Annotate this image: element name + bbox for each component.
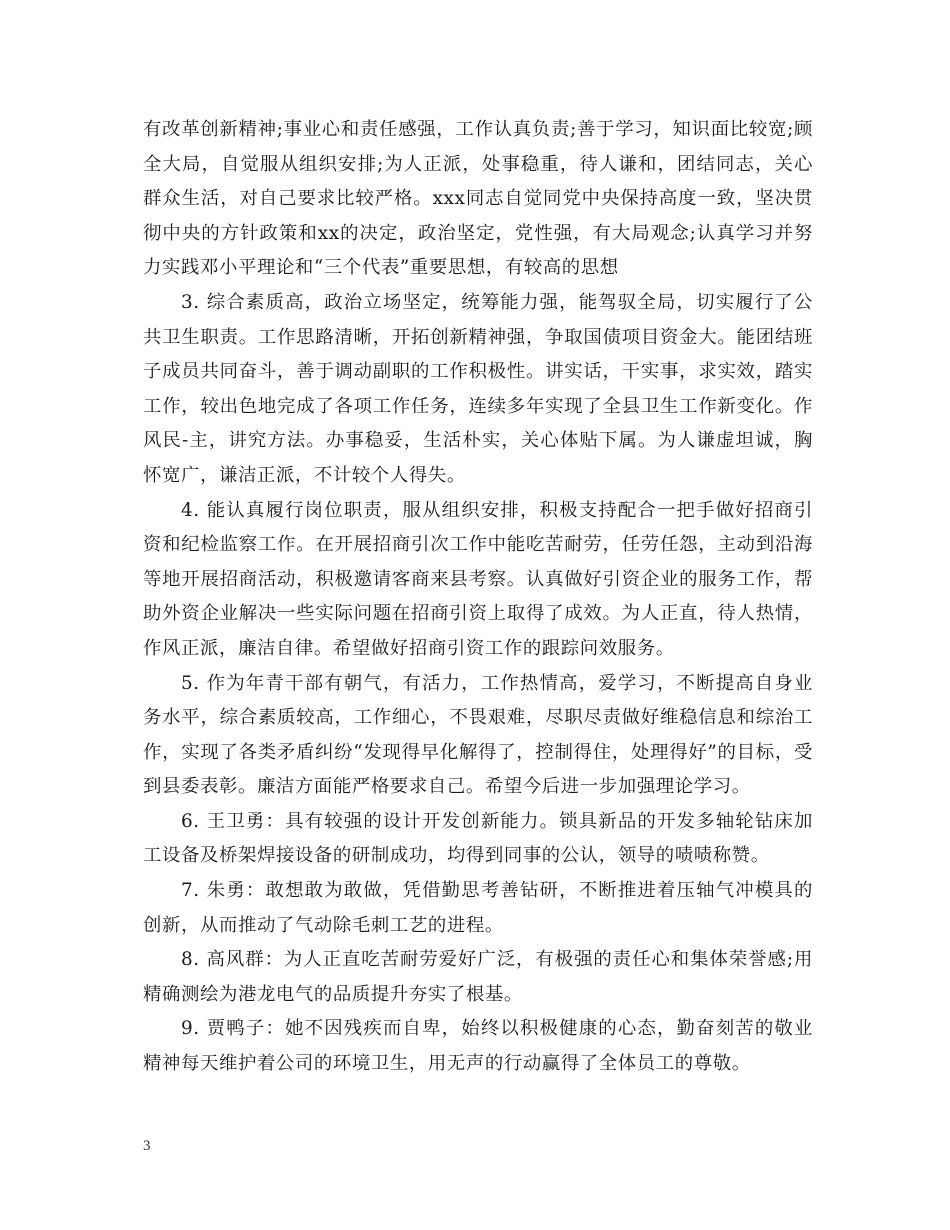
paragraph-item-8: 8. 高风群：为人正直吃苦耐劳爱好广泛，有极强的责任心和集体荣誉感;用精确测绘为港龙电气的品质提升夯实了根基。 xyxy=(143,949,813,1005)
paragraph-item-6: 6. 王卫勇：具有较强的设计开发创新能力。锁具新品的开发多轴轮钻床加工设备及桥架焊接设备的研制成功，均得到同事的公认，领导的啧啧称赞。 xyxy=(143,810,813,867)
page-number: 3 xyxy=(143,1138,151,1154)
paragraph-item-7: 7. 朱勇：敢想敢为敢做，凭借勤思考善钻研，不断推进着压轴气冲模具的创新，从而推动了气动除毛刺工艺的进程。 xyxy=(143,880,813,936)
paragraph-item-5: 5. 作为年青干部有朝气，有活力，工作热情高，爱学习，不断提高自身业务水平，综合素质较高，工作细心，不畏艰难，尽职尽责做好维稳信息和综治工作，实现了各类矛盾纠纷“发现得早化解得了，控制得住，处理得好”的目标，受到县委表彰。廉洁方面能严格要求自己。希望今后进一步加强理论学习。 xyxy=(143,672,813,798)
paragraph-item-9: 9. 贾鸭子：她不因残疾而自卑，始终以积极健康的心态，勤奋刻苦的敬业精神每天维护着公司的环境卫生，用无声的行动赢得了全体员工的尊敬。 xyxy=(143,1018,813,1075)
paragraph-continued: 有改革创新精神;事业心和责任感强，工作认真负责;善于学习，知识面比较宽;顾全大局，自觉服从组织安排;为人正派，处事稳重，待人谦和，团结同志，关心群众生活，对自己要求比较严格。xxx同志自觉同党中央保持高度一致，坚决贯彻中央的方针政策和xx的决定，政治坚定，党性强，有大局观念;认真学习并努力实践邓小平理论和“三个代表”重要思想，有较高的思想 xyxy=(143,119,813,279)
paragraph-item-3: 3. 综合素质高，政治立场坚定，统筹能力强，能驾驭全局，切实履行了公共卫生职责。工作思路清晰，开拓创新精神强，争取国债项目资金大。能团结班子成员共同奋斗，善于调动副职的工作积极性。讲实话，干实事，求实效，踏实工作，较出色地完成了各项工作任务，连续多年实现了全县卫生工作新变化。作风民-主，讲究方法。办事稳妥，生活朴实，关心体贴下属。为人谦虚坦诚，胸怀宽广，谦洁正派，不计较个人得失。 xyxy=(143,291,813,486)
paragraph-item-4: 4. 能认真履行岗位职责，服从组织安排，积极支持配合一把手做好招商引资和纪检监察工作。在开展招商引次工作中能吃苦耐劳，任劳任怨，主动到沿海等地开展招商活动，积极邀请客商来县考察。认真做好引资企业的服务工作，帮助外资企业解决一些实际问题在招商引资上取得了成效。为人正直，待人热情，作风正派，廉洁自律。希望做好招商引资工作的跟踪问效服务。 xyxy=(143,499,813,659)
document-body xyxy=(143,113,813,1082)
